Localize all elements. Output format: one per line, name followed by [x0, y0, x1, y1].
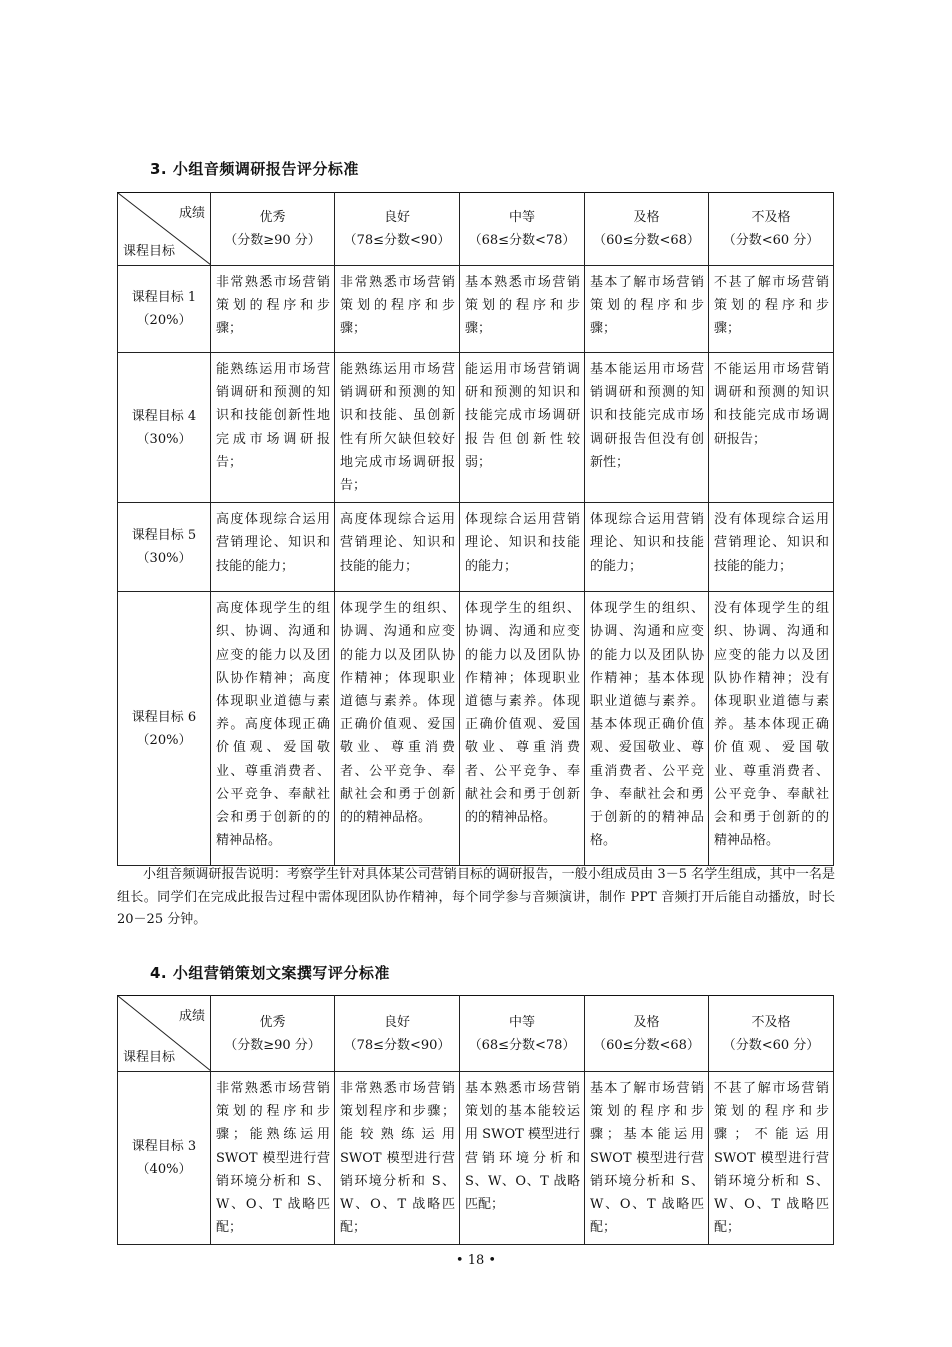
grade-range: （68≤分数<78） — [468, 1037, 576, 1053]
goal-weight: （40%） — [136, 1162, 192, 1178]
corner-bottom-label: 课程目标 — [123, 1050, 176, 1065]
criteria-cell: 高度体现综合运用营销理论、知识和技能的能力； — [211, 503, 335, 592]
criteria-cell: 非常熟悉市场营销策划程序和步骤；能较熟练运用 SWOT 模型进行营销环境分析和 S、W、O、T 战略匹配； — [335, 1072, 460, 1245]
criteria-cell: 非常熟悉市场营销策划的程序和步骤；能熟练运用 SWOT 模型进行营销环境分析和 S、W、O、T 战略匹配； — [211, 1072, 335, 1245]
goal-cell — [118, 503, 211, 592]
grade-name: 优秀 — [259, 1014, 286, 1030]
grade-name: 优秀 — [259, 210, 286, 225]
section-4-heading: 4. 小组营销策划文案撰写评分标准 — [150, 964, 390, 982]
goal-name: 课程目标 4 — [131, 408, 197, 424]
grade-name: 不及格 — [751, 210, 791, 225]
grade-range: （分数<60 分） — [722, 233, 820, 248]
goal-cell — [118, 353, 211, 503]
table-row — [118, 503, 834, 592]
criteria-cell: 没有体现综合运用营销理论、知识和技能的能力； — [709, 503, 834, 592]
grade-range: （78≤分数<90） — [343, 233, 451, 248]
criteria-cell: 基本熟悉市场营销策划的程序和步骤； — [460, 266, 585, 353]
grade-range: （分数≥90 分） — [224, 1037, 321, 1053]
grade-name: 及格 — [633, 210, 660, 225]
criteria-cell: 体现学生的组织、协调、沟通和应变的能力以及团队协作精神；体现职业道德与素养。体现正确价值观、爱国敬业、尊重消费者、公平竞争、奉献社会和勇于创新的的精神品格。 — [460, 592, 585, 866]
criteria-cell: 能熟练运用市场营销调研和预测的知识和技能创新性地完成市场调研报告； — [211, 353, 335, 503]
goal-weight: （20%） — [136, 313, 192, 328]
table-row — [118, 592, 834, 866]
grade-range: （分数≥90 分） — [224, 233, 321, 248]
table-row — [118, 1072, 834, 1245]
criteria-cell: 基本了解市场营销策划的程序和步骤；基本能运用 SWOT 模型进行营销环境分析和 S、W、O、T 战略匹配； — [585, 1072, 709, 1245]
grade-range: （分数<60 分） — [722, 1037, 820, 1053]
grade-header — [335, 996, 460, 1072]
criteria-cell: 体现学生的组织、协调、沟通和应变的能力以及团队协作精神；基本体现职业道德与素养。基本体现正确价值观、爱国敬业、尊重消费者、公平竞争、奉献社会和勇于创新的的精神品格。 — [585, 592, 709, 866]
grade-header — [585, 996, 709, 1072]
goal-cell — [118, 266, 211, 353]
criteria-cell: 高度体现综合运用营销理论、知识和技能的能力； — [335, 503, 460, 592]
criteria-cell: 没有体现学生的组织、协调、沟通和应变的能力以及团队协作精神；没有体现职业道德与素养。基本体现正确价值观、爱国敬业、尊重消费者、公平竞争、奉献社会和勇于创新的的精神品格。 — [709, 592, 834, 866]
grade-range: （60≤分数<68） — [593, 233, 700, 248]
grade-header — [709, 996, 834, 1072]
section-3-heading: 3. 小组音频调研报告评分标准 — [150, 160, 359, 178]
criteria-cell: 不甚了解市场营销策划的程序和步骤； — [709, 266, 834, 353]
header-row — [118, 193, 834, 266]
goal-name: 课程目标 3 — [131, 1139, 197, 1155]
corner-bottom-label: 课程目标 — [123, 244, 176, 259]
grade-range: （78≤分数<90） — [343, 1037, 451, 1053]
grade-name: 良好 — [383, 210, 410, 225]
goal-name: 课程目标 5 — [131, 528, 197, 544]
corner-top-label: 成绩 — [178, 206, 205, 221]
criteria-cell: 能熟练运用市场营销调研和预测的知识和技能、虽创新性有所欠缺但较好地完成市场调研报告； — [335, 353, 460, 503]
grade-name: 中等 — [508, 210, 535, 225]
corner-top-label: 成绩 — [178, 1009, 205, 1024]
grade-name: 不及格 — [751, 1014, 791, 1030]
criteria-cell: 基本了解市场营销策划的程序和步骤； — [585, 266, 709, 353]
criteria-cell: 基本能运用市场营销调研和预测的知识和技能完成市场调研报告但没有创新性； — [585, 353, 709, 503]
criteria-cell: 体现学生的组织、协调、沟通和应变的能力以及团队协作精神；体现职业道德与素养。体现正确价值观、爱国敬业、尊重消费者、公平竞争、奉献社会和勇于创新的的精神品格。 — [335, 592, 460, 866]
criteria-cell: 非常熟悉市场营销策划的程序和步骤； — [211, 266, 335, 353]
criteria-cell: 基本熟悉市场营销策划的基本能较运用 SWOT 模型进行营销环境分析和 S、W、O、T 战略匹配； — [460, 1072, 585, 1245]
goal-weight: （20%） — [136, 732, 192, 748]
grade-name: 良好 — [383, 1014, 410, 1030]
criteria-cell: 能运用市场营销调研和预测的知识和技能完成市场调研报告但创新性较弱； — [460, 353, 585, 503]
grade-header — [335, 193, 460, 266]
section-3-note: 小组音频调研报告说明：考察学生针对具体某公司营销目标的调研报告，一般小组成员由 3－5 名学生组成，其中一名是组长。同学们在完成此报告过程中需体现团队协作精神，每个同学参与音频演讲，制作 PPT 音频打开后能自动播放，时长 20－25 分钟。 — [117, 867, 835, 927]
table-row — [118, 266, 834, 353]
grade-header — [460, 996, 585, 1072]
grade-name: 中等 — [508, 1014, 535, 1030]
criteria-cell: 不能运用市场营销调研和预测的知识和技能完成市场调研报告； — [709, 353, 834, 503]
goal-name: 课程目标 6 — [131, 709, 197, 725]
goal-weight: （30%） — [136, 431, 192, 447]
goal-cell — [118, 1072, 211, 1245]
header-row — [118, 996, 834, 1072]
criteria-cell: 体现综合运用营销理论、知识和技能的能力； — [460, 503, 585, 592]
criteria-cell: 不甚了解市场营销策划的程序和步骤；不能运用 SWOT 模型进行营销环境分析和 S、W、O、T 战略匹配； — [709, 1072, 834, 1245]
goal-weight: （30%） — [136, 551, 192, 567]
criteria-cell: 非常熟悉市场营销策划的程序和步骤； — [335, 266, 460, 353]
grade-range: （60≤分数<68） — [593, 1037, 700, 1053]
grade-header — [211, 996, 335, 1072]
criteria-cell: 体现综合运用营销理论、知识和技能的能力； — [585, 503, 709, 592]
goal-cell — [118, 592, 211, 866]
table-row — [118, 353, 834, 503]
grade-name: 及格 — [633, 1014, 660, 1030]
page-number: • 18 • — [455, 1253, 497, 1268]
goal-name: 课程目标 1 — [131, 290, 197, 305]
criteria-cell: 高度体现学生的组织、协调、沟通和应变的能力以及团队协作精神；高度体现职业道德与素养。高度体现正确价值观、爱国敬业、尊重消费者、公平竞争、奉献社会和勇于创新的的精神品格。 — [211, 592, 335, 866]
grade-header — [460, 193, 585, 266]
section-3-table — [117, 192, 834, 866]
grade-header — [709, 193, 834, 266]
grade-header — [211, 193, 335, 266]
grade-header — [585, 193, 709, 266]
corner-cell — [118, 193, 211, 266]
grade-range: （68≤分数<78） — [468, 233, 576, 248]
corner-cell — [118, 996, 211, 1072]
section-4-table — [117, 995, 834, 1245]
